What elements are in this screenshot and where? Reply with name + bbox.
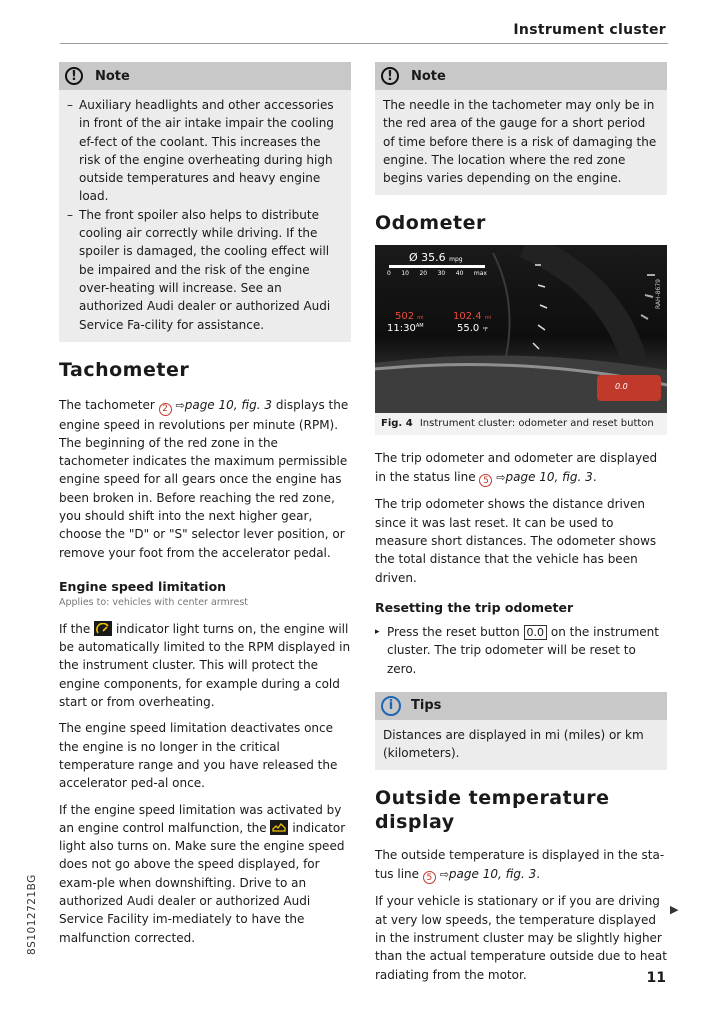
text: The outside temperature is displayed in the sta-tus line xyxy=(375,848,665,881)
scale-tick: 30 xyxy=(437,270,446,278)
page-number: 11 xyxy=(646,970,666,986)
odometer-figure xyxy=(375,245,667,435)
odometer-heading: Odometer xyxy=(375,212,486,235)
odometer-paragraph-2: The trip odometer shows the distance driven since it was last reset. It can be used to measure short distances. The odometer shows the total distance that the vehicle has been driven. xyxy=(375,497,657,585)
speed-limit-paragraph-2: The engine speed limitation deactivates once the engine is no longer in the critical temperature range and you have released the accelerator ped-al once. xyxy=(59,721,338,791)
time-value: 11:30 xyxy=(387,323,416,335)
fuel-scale xyxy=(387,270,487,277)
tips-header xyxy=(375,692,667,720)
note-box-left xyxy=(59,62,351,342)
left-column xyxy=(59,62,351,947)
reset-heading: Resetting the trip odometer xyxy=(375,599,574,615)
trip-unit: mi xyxy=(417,315,424,322)
temperature-readout xyxy=(457,323,488,334)
text: If the xyxy=(59,621,91,636)
dash-marker: – xyxy=(67,98,73,112)
scale-tick: 10 xyxy=(401,270,409,278)
text: The tachometer xyxy=(59,397,155,412)
triangle-bullet-icon: ▸ xyxy=(375,626,380,637)
warning-icon: ! xyxy=(65,67,83,85)
note-item-text: Auxiliary headlights and other accessories in front of the air intake impair the cooling ef-fect of the coolant. This increases the risk of the engine overheating during high outside temperatures and heavy engine load. xyxy=(79,98,334,204)
odometer-paragraph-1: The trip odometer and odometer are displayed in the status line 5 ⇨page 10, fig. 3. xyxy=(375,451,658,486)
trip-odometer-readout xyxy=(395,311,424,322)
page-reference-link[interactable]: page 10, fig. 3 xyxy=(184,397,273,412)
tips-heading: Tips xyxy=(411,698,442,714)
total-unit: mi xyxy=(484,315,492,322)
reference-number: 2 xyxy=(159,403,172,416)
warning-icon: ! xyxy=(381,67,399,85)
header-title: Instrument cluster xyxy=(513,22,666,38)
scale-tick: 40 xyxy=(455,270,464,278)
fuel-value: Ø 35.6 xyxy=(409,251,446,265)
heading-line: Outside temperature xyxy=(375,787,610,810)
temp-unit: °F xyxy=(482,327,488,334)
note-header xyxy=(375,62,667,90)
applies-to-note: Applies to: vehicles with center armrest xyxy=(59,596,249,608)
dash-marker: – xyxy=(67,207,73,222)
text: Press the reset button xyxy=(387,624,520,639)
clock-readout xyxy=(387,323,424,334)
outside-temp-heading xyxy=(375,786,667,834)
note-header xyxy=(59,62,351,90)
speed-limit-paragraph-3 xyxy=(59,801,351,947)
speed-limit-indicator-icon xyxy=(94,621,112,636)
note-text: The needle in the tachometer may only be in the red area of the gauge for a short period of time before there is a risk of damaging the engine. The location where the red zone begins varies depending on the engine. xyxy=(383,98,657,186)
arrow-right-icon: ⇨ xyxy=(175,398,185,412)
text: displays the engine speed in revolutions per minute (RPM). The beginning of the red zone in the tachometer indicates the maximum permissible engine speed for all gears once the engine has been broken in. Before reaching the red zone, you should shift into the next higher gear, choose the "D" or "S" selector lever position, or remove your foot from the accelerator pedal. xyxy=(59,397,349,560)
arrow-right-icon: ⇨ xyxy=(496,470,506,484)
note-item-text: The front spoiler also helps to distribute cooling air correctly while driving. If the spoiler is damaged, the cooling effect will be impaired and the risk of the engine over-heating will increase. See an authorized Audi dealer or authorized Audi Service Fa-cility for assistance. xyxy=(79,207,331,332)
document-code: 8S1012721BG xyxy=(26,874,38,955)
engine-malfunction-indicator-icon xyxy=(270,820,288,835)
trip-value: 502 xyxy=(395,311,415,323)
text: indicator light turns on, the engine will be automatically limited to the RPM displayed in the instrument cluster. This will protect the engine components, for example during a cold start or from overheating. xyxy=(59,621,351,710)
continue-arrow-icon: ▶ xyxy=(670,903,679,916)
tips-body xyxy=(375,720,667,771)
total-odometer-readout xyxy=(453,311,491,322)
page-reference-link[interactable]: page 10, fig. 3 xyxy=(448,866,537,881)
total-value: 102.4 xyxy=(453,311,482,323)
speed-limit-heading: Engine speed limitation xyxy=(59,578,227,594)
reset-step xyxy=(375,623,667,678)
text: If the engine speed limitation was activated by an engine control malfunction, the xyxy=(59,802,342,835)
page-reference-link[interactable]: page 10, fig. 3 xyxy=(505,469,593,484)
reset-key-symbol: 0.0 xyxy=(524,625,548,640)
caption-label: Fig. 4 xyxy=(381,418,413,430)
outside-temp-paragraph-2: If your vehicle is stationary or if you are driving at very low speeds, the temperature displayed in the instrument cluster may be slightly higher than the actual temperature outside due to heat radiating from the motor. xyxy=(375,894,667,982)
scale-tick: max xyxy=(473,270,487,278)
note-body xyxy=(59,90,351,342)
fuel-unit: mpg xyxy=(449,256,463,264)
fuel-bar xyxy=(389,265,485,268)
tips-box xyxy=(375,692,667,771)
note-heading: Note xyxy=(95,68,130,84)
heading-line: display xyxy=(375,811,455,834)
temp-value: 55.0 xyxy=(457,323,480,335)
tachometer-heading: Tachometer xyxy=(59,358,190,381)
tips-text: Distances are displayed in mi (miles) or km (kilometers). xyxy=(383,727,644,761)
figure-caption xyxy=(375,413,667,435)
reference-number: 5 xyxy=(479,474,492,487)
note-item xyxy=(67,206,343,334)
right-column xyxy=(375,62,667,984)
info-icon: i xyxy=(381,696,401,716)
scale-tick: 20 xyxy=(419,270,428,278)
note-box-right xyxy=(375,62,667,195)
figure-code: RAH-8679 xyxy=(655,279,662,310)
note-body xyxy=(375,90,667,195)
speed-limit-paragraph-1 xyxy=(59,620,351,711)
text: indicator light also turns on. Make sure the engine speed does not go above the speed displayed, for exam-ple when downshifting. Drive to an authorized Audi dealer or authorized Audi Service Facility im-mediately to have the malfunction corrected. xyxy=(59,820,346,945)
arrow-right-icon: ⇨ xyxy=(439,867,449,881)
fuel-consumption-readout xyxy=(409,251,463,264)
scale-tick: 0 xyxy=(387,270,391,278)
caption-text: Instrument cluster: odometer and reset button xyxy=(419,418,654,430)
outside-temp-paragraph-1: The outside temperature is displayed in the sta-tus line 5 ⇨page 10, fig. 3. xyxy=(375,848,665,883)
note-item xyxy=(67,96,343,206)
instrument-cluster-image xyxy=(375,245,667,413)
reset-button[interactable]: 0.0 xyxy=(615,382,628,392)
header-rule xyxy=(60,43,668,44)
text: The trip odometer and odometer are displayed in the status line xyxy=(375,451,658,484)
text: on the instrument cluster. The trip odometer will be reset to zero. xyxy=(387,624,659,676)
reference-number: 5 xyxy=(423,871,436,884)
tachometer-paragraph xyxy=(59,396,351,562)
time-suffix: AM xyxy=(415,323,424,330)
note-heading: Note xyxy=(411,68,446,84)
